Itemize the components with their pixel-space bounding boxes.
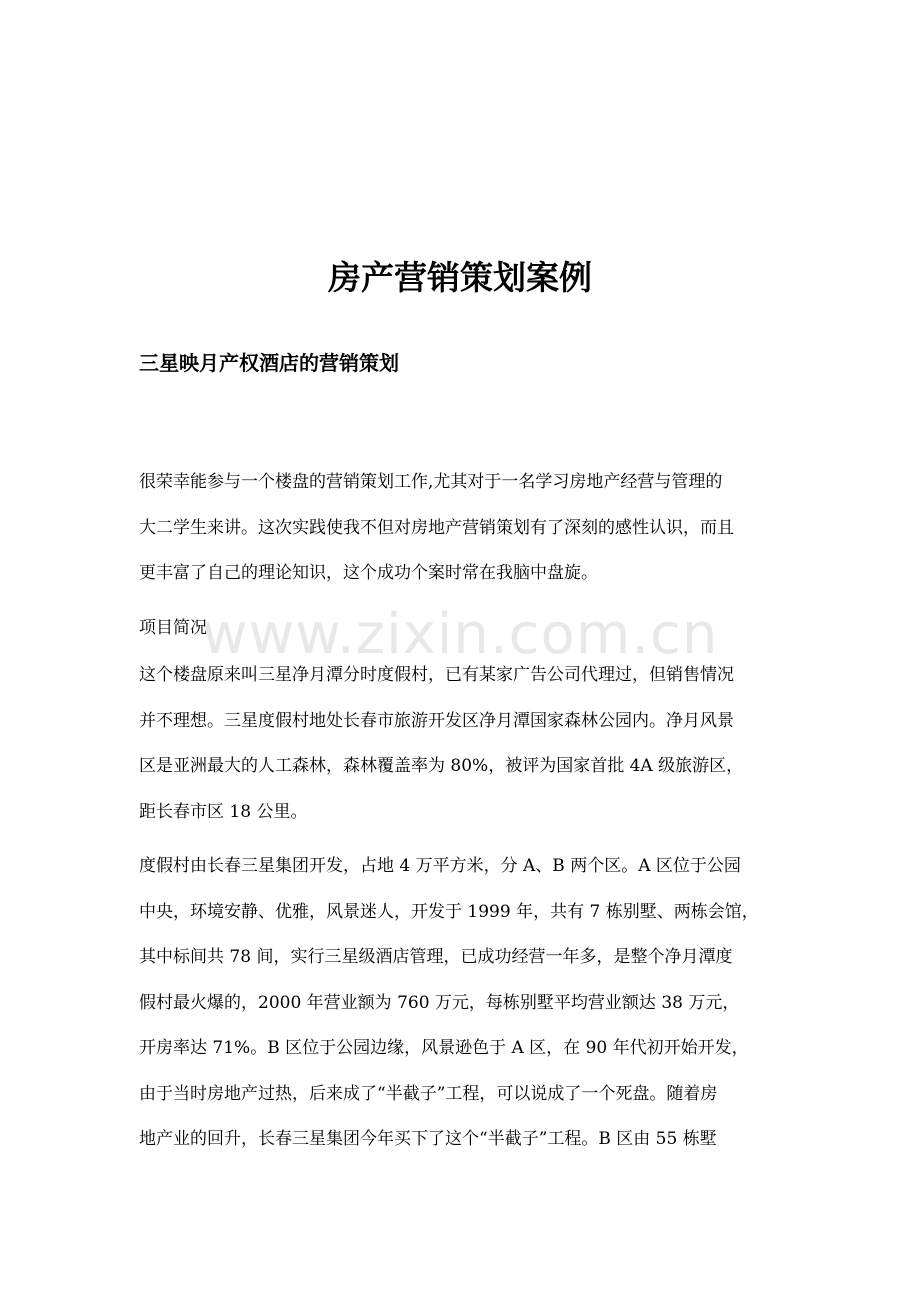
paragraph-line: 并不理想。三星度假村地处长春市旅游开发区净月潭国家森林公园内。净月风景 bbox=[139, 710, 734, 731]
paragraph-line: 中央，环境安静、优雅，风景迷人，开发于 1999 年，共有 7 栋别墅、两栋会馆， bbox=[139, 901, 759, 922]
paragraph-line: 这个楼盘原来叫三星净月潭分时度假村，已有某家广告公司代理过，但销售情况 bbox=[139, 665, 734, 685]
paragraph-line: 其中标间共 78 间，实行三星级酒店管理，已成功经营一年多，是整个净月潭度 bbox=[139, 947, 733, 967]
paragraph-line: 距长春市区 18 公里。 bbox=[139, 801, 308, 822]
paragraph-line: 假村最火爆的，2000 年营业额为 760 万元，每栋别墅平均营业额达 38 万元， bbox=[139, 992, 740, 1013]
paragraph-line: 地产业的回升，长春三星集团今年买下了这个“半截子”工程。B 区由 55 栋墅 bbox=[139, 1129, 717, 1149]
paragraph-line: 度假村由长春三星集团开发，占地 4 万平方米，分 A、B 两个区。A 区位于公园 bbox=[139, 856, 741, 876]
section-heading bbox=[139, 612, 799, 658]
document-subtitle: 三星映月产权酒店的营销策划 bbox=[139, 351, 399, 375]
paragraph-line: 开房率达 71%。B 区位于公园边缘，风景逊色于 A 区，在 90 年代初开始开发， bbox=[139, 1038, 749, 1058]
paragraph-line: 区是亚洲最大的人工森林，森林覆盖率为 80%，被评为国家首批 4A 级旅游区， bbox=[139, 756, 744, 776]
paragraph-project-overview bbox=[139, 659, 799, 841]
paragraph-resort-details bbox=[139, 850, 799, 1169]
paragraph-intro bbox=[139, 466, 799, 603]
paragraph-line: 很荣幸能参与一个楼盘的营销策划工作,尤其对于一名学习房地产经营与管理的 bbox=[139, 472, 723, 492]
paragraph-line: 由于当时房地产过热，后来成了“半截子”工程，可以说成了一个死盘。随着房 bbox=[139, 1083, 718, 1104]
paragraph-line: 大二学生来讲。这次实践使我不但对房地产营销策划有了深刻的感性认识，而且 bbox=[139, 517, 734, 538]
watermark: www.zixin.com.cn bbox=[201, 602, 719, 667]
paragraph-line: 更丰富了自己的理论知识，这个成功个案时常在我脑中盘旋。 bbox=[139, 563, 598, 583]
section-heading-text: 项目简况 bbox=[139, 618, 207, 638]
document-title: 房产营销策划案例 bbox=[328, 258, 592, 297]
